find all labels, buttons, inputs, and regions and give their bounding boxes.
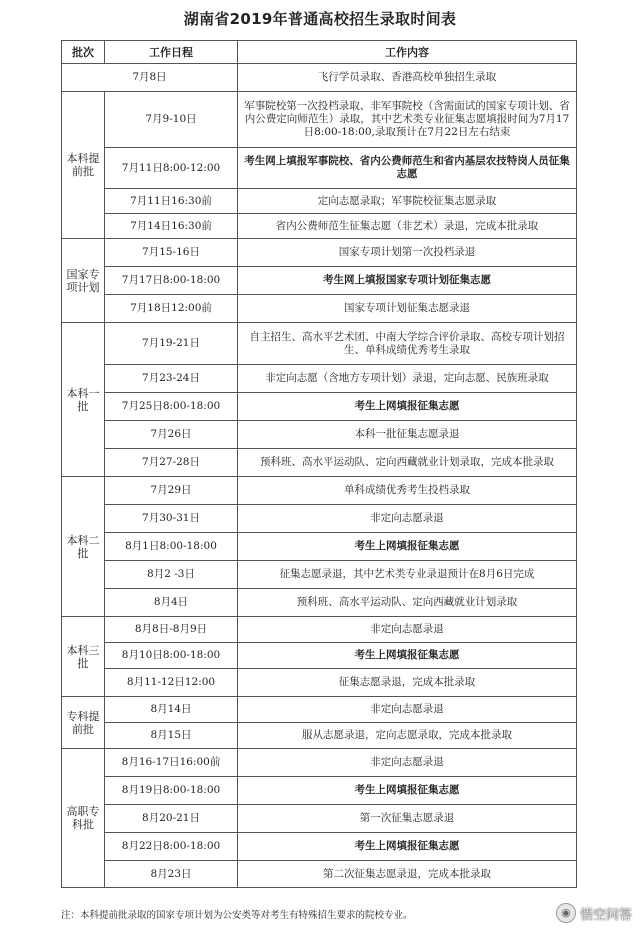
- date-cell: 7月14日16:30前: [105, 214, 238, 239]
- content-cell: 自主招生、高水平艺术团、中南大学综合评价录取、高校专项计划招生、单科成绩优秀考生录取: [238, 323, 577, 365]
- date-cell: 8月2 -3日: [105, 561, 238, 589]
- content-cell: 考生网上填报国家专项计划征集志愿: [238, 267, 577, 295]
- batch-cell: 国家专项计划: [62, 239, 105, 323]
- wukong-logo-icon: ◉: [556, 903, 576, 923]
- content-cell: 考生上网填报征集志愿: [238, 533, 577, 561]
- table-body: [62, 64, 577, 888]
- batch-cell: 专科提前批: [62, 697, 105, 749]
- content-cell: 预科班、高水平运动队、定向西藏就业计划录取: [238, 589, 577, 617]
- content-cell: 定向志愿录取；军事院校征集志愿录取: [238, 189, 577, 214]
- date-cell: 7月25日8:00-18:00: [105, 393, 238, 421]
- date-cell: 8月23日: [105, 861, 238, 888]
- watermark: [556, 903, 632, 923]
- date-cell: 7月18日12:00前: [105, 295, 238, 323]
- content-cell: 非定向志愿录退: [238, 697, 577, 723]
- content-cell: 非定向志愿（含地方专项计划）录退，定向志愿、民族班录取: [238, 365, 577, 393]
- table-row: [62, 295, 577, 323]
- content-cell: 预科班、高水平运动队、定向西藏就业计划录取，完成本批录取: [238, 449, 577, 477]
- date-cell: 8月19日8:00-18:00: [105, 777, 238, 805]
- table-row: [62, 723, 577, 749]
- table-row: [62, 365, 577, 393]
- table-row: [62, 267, 577, 295]
- batch-cell: 本科提前批: [62, 92, 105, 239]
- batch-cell: 本科三批: [62, 617, 105, 697]
- content-cell: 考生上网填报征集志愿: [238, 777, 577, 805]
- date-cell: 7月8日: [62, 64, 238, 92]
- content-cell: 非定向志愿录退: [238, 617, 577, 643]
- date-cell: 7月9-10日: [105, 92, 238, 148]
- watermark-text: 悟空问答: [579, 907, 632, 923]
- date-cell: 8月15日: [105, 723, 238, 749]
- batch-cell: 本科一批: [62, 323, 105, 477]
- date-cell: 7月17日8:00-18:00: [105, 267, 238, 295]
- date-cell: 7月19-21日: [105, 323, 238, 365]
- table-row: [62, 643, 577, 669]
- table-row: [62, 239, 577, 267]
- content-cell: 考生上网填报征集志愿: [238, 833, 577, 861]
- content-cell: 国家专项计划征集志愿录退: [238, 295, 577, 323]
- table-row: [62, 449, 577, 477]
- date-cell: 8月11-12日12:00: [105, 669, 238, 697]
- content-cell: 本科一批征集志愿录退: [238, 421, 577, 449]
- date-cell: 7月15-16日: [105, 239, 238, 267]
- date-cell: 8月8日-8月9日: [105, 617, 238, 643]
- table-row: [62, 323, 577, 365]
- table-row: [62, 393, 577, 421]
- table-row: [62, 214, 577, 239]
- content-cell: 军事院校第一次投档录取、非军事院校（含需面试的国家专项计划、省内公费定向师范生）录取，其中艺术类专业征集志愿填报时间为7月17日8:00-18:00,录取预计在7月22日左右结束: [238, 92, 577, 148]
- header-content: 工作内容: [238, 41, 577, 64]
- content-cell: 征集志愿录退，完成本批录取: [238, 669, 577, 697]
- date-cell: 7月11日16:30前: [105, 189, 238, 214]
- content-cell: 非定向志愿录退: [238, 749, 577, 777]
- table-row: [62, 617, 577, 643]
- date-cell: 8月14日: [105, 697, 238, 723]
- date-cell: 7月11日8:00-12:00: [105, 148, 238, 189]
- table-row: [62, 505, 577, 533]
- content-cell: 非定向志愿录退: [238, 505, 577, 533]
- content-cell: 省内公费师范生征集志愿（非艺术）录退，完成本批录取: [238, 214, 577, 239]
- content-cell: 考生上网填报征集志愿: [238, 393, 577, 421]
- date-cell: 7月30-31日: [105, 505, 238, 533]
- date-cell: 8月10日8:00-18:00: [105, 643, 238, 669]
- table-row: [62, 533, 577, 561]
- batch-cell: 高职专科批: [62, 749, 105, 888]
- batch-cell: 本科二批: [62, 477, 105, 617]
- content-cell: 考生网上填报军事院校、省内公费师范生和省内基层农技特岗人员征集志愿: [238, 148, 577, 189]
- content-cell: 服从志愿录退，定向志愿录取，完成本批录取: [238, 723, 577, 749]
- table-row: [62, 749, 577, 777]
- table-row: [62, 669, 577, 697]
- date-cell: 7月23-24日: [105, 365, 238, 393]
- table-row: [62, 861, 577, 888]
- table-row: [62, 589, 577, 617]
- content-cell: 飞行学员录取、香港高校单独招生录取: [238, 64, 577, 92]
- table-row: [62, 805, 577, 833]
- table-row: [62, 833, 577, 861]
- content-cell: 征集志愿录退，其中艺术类专业录退预计在8月6日完成: [238, 561, 577, 589]
- table-row: [62, 697, 577, 723]
- date-cell: 8月4日: [105, 589, 238, 617]
- content-cell: 第二次征集志愿录退，完成本批录取: [238, 861, 577, 888]
- table-row: [62, 421, 577, 449]
- table-row: [62, 777, 577, 805]
- footnote: 注：本科提前批录取的国家专项计划为公安类等对考生有特殊招生要求的院校专业。: [61, 910, 413, 921]
- table-row: [62, 477, 577, 505]
- table-row: [62, 92, 577, 148]
- header-batch: 批次: [62, 41, 105, 64]
- table-header-row: [62, 41, 577, 64]
- date-cell: 8月20-21日: [105, 805, 238, 833]
- date-cell: 7月29日: [105, 477, 238, 505]
- date-cell: 8月22日8:00-18:00: [105, 833, 238, 861]
- content-cell: 考生上网填报征集志愿: [238, 643, 577, 669]
- content-cell: 国家专项计划第一次投档录退: [238, 239, 577, 267]
- schedule-table: [61, 40, 577, 888]
- content-cell: 第一次征集志愿录退: [238, 805, 577, 833]
- date-cell: 7月26日: [105, 421, 238, 449]
- content-cell: 单科成绩优秀考生投档录取: [238, 477, 577, 505]
- date-cell: 7月27-28日: [105, 449, 238, 477]
- table-row: [62, 189, 577, 214]
- date-cell: 8月16-17日16:00前: [105, 749, 238, 777]
- table-row: [62, 148, 577, 189]
- header-date: 工作日程: [105, 41, 238, 64]
- date-cell: 8月1日8:00-18:00: [105, 533, 238, 561]
- table-row: [62, 561, 577, 589]
- table-row: [62, 64, 577, 92]
- page-title: 湖南省2019年普通高校招生录取时间表: [183, 10, 457, 28]
